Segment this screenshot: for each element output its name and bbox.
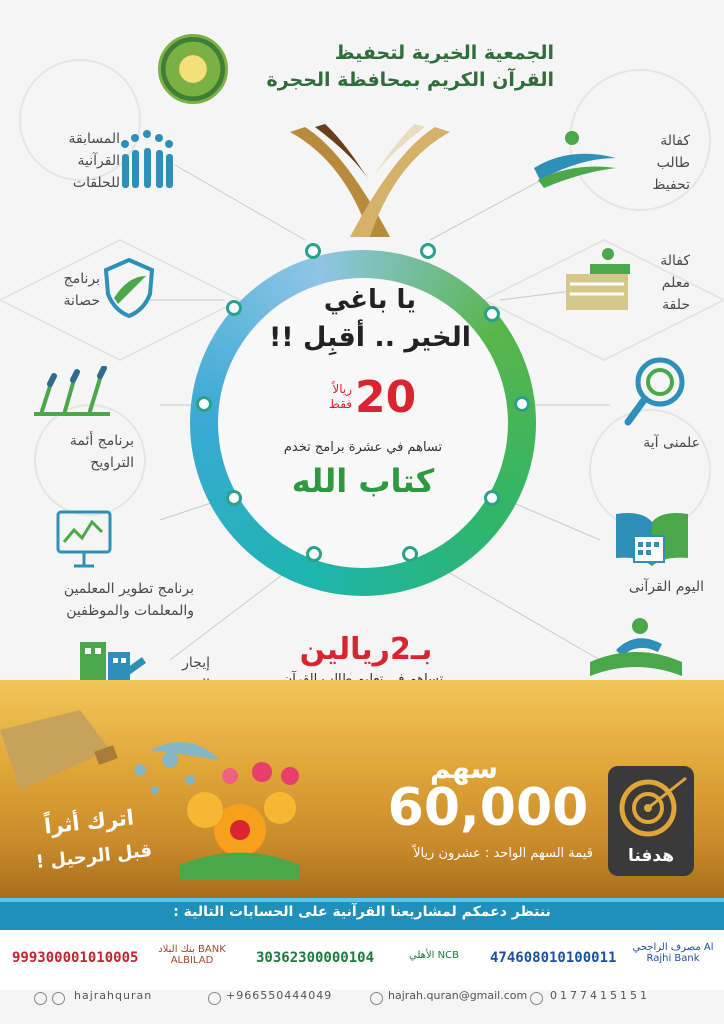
target-arrow-icon (608, 766, 694, 846)
phone-number[interactable]: 0177415151 (550, 989, 650, 1002)
account-number-albilad[interactable]: 999300001010005 (12, 950, 139, 966)
whatsapp-icon[interactable] (208, 992, 221, 1005)
org-name-line2: القرآن الكريم بمحافظة الحجرة (266, 69, 554, 91)
accounts-banner-text: ننتظر دعمكم لمشاريعنا القرآنية على الحسابات التالية : (173, 904, 551, 920)
whatsapp-number[interactable]: +966550444049 (226, 989, 333, 1002)
contribution-text: تساهم في عشرة برامج تخدم (283, 440, 443, 455)
shares-goal-value: 60,000 (387, 778, 589, 838)
amount-unit: ريالاً فقط (328, 382, 352, 411)
program-women-houses-rent: إيجار (182, 655, 210, 671)
program-taraweeh-imams: برنامج أئمة التراويح (69, 433, 134, 471)
organization-logo (158, 34, 228, 104)
magnifier-icon (620, 352, 690, 430)
target-label: هدفنا (627, 846, 675, 866)
book-of-allah-text: كتاب الله (291, 462, 435, 500)
program-quran-day: اليوم القرآنى (628, 579, 704, 595)
account-number-alrajhi[interactable]: 474608010100011 (490, 950, 617, 966)
program-teacher-development: برنامج تطوير المعلمين والمعلمات والموظفين (63, 581, 194, 619)
two-riyals-headline: بـ2ريالين (299, 632, 433, 667)
email-icon[interactable] (370, 992, 383, 1005)
program-student-sponsorship: كفالة طالب تحفيظ (652, 133, 690, 193)
social-handle[interactable]: hajrahquran (74, 989, 153, 1002)
quran-stand-icon (285, 122, 455, 242)
ring-dot (484, 490, 500, 506)
email-address[interactable]: hajrah.quran@gmail.com (388, 989, 528, 1002)
organization-title (224, 40, 554, 94)
program-teacher-sponsorship: كفالة معلم حلقة (660, 253, 690, 313)
bank-albilad-logo: بنك البلاد BANK ALBILAD (158, 944, 226, 966)
bank-alrajhi-logo: مصرف الراجحي Al Rajhi Bank (632, 942, 714, 964)
twitter-icon[interactable] (34, 992, 47, 1005)
org-name-line1: الجمعية الخيرية لتحفيظ (334, 42, 554, 64)
amount-value: 20 (355, 372, 417, 423)
shield-icon (104, 258, 154, 318)
phone-icon[interactable] (530, 992, 543, 1005)
instagram-icon[interactable] (52, 992, 65, 1005)
book-calendar-icon (612, 508, 692, 570)
ring-dot (402, 546, 418, 562)
ring-dot (305, 243, 321, 259)
ring-dot (196, 396, 212, 412)
share-price-text: قيمة السهم الواحد : عشرون ريالاً (413, 846, 593, 861)
presentation-board-icon (56, 510, 112, 570)
people-group-icon (120, 128, 175, 192)
ring-dot (226, 300, 242, 316)
program-quran-competition: المسابقة القرآنية للحلقات (68, 131, 120, 191)
teacher-desk-icon (560, 246, 632, 314)
ring-dot (514, 396, 530, 412)
slogan-line2: قبل الرحيل ! (34, 839, 154, 874)
call-line1: يا باغي (323, 285, 417, 315)
ring-dot (420, 243, 436, 259)
student-book-icon (530, 128, 620, 190)
reader-book-icon (586, 614, 686, 682)
program-hasana: برنامج حصانة (63, 271, 100, 309)
slogan-line1: اترك أثراً (42, 805, 136, 839)
call-line2: الخير .. أقبِل !! (268, 322, 472, 353)
program-teach-me-verse: علمنى آية (643, 435, 700, 451)
account-number-ncb[interactable]: 30362300000104 (256, 950, 375, 966)
ring-dot (306, 546, 322, 562)
bank-ncb-logo: الأهلي NCB (409, 950, 459, 961)
shares-label: سهم (430, 752, 498, 785)
microphones-icon (30, 366, 120, 421)
